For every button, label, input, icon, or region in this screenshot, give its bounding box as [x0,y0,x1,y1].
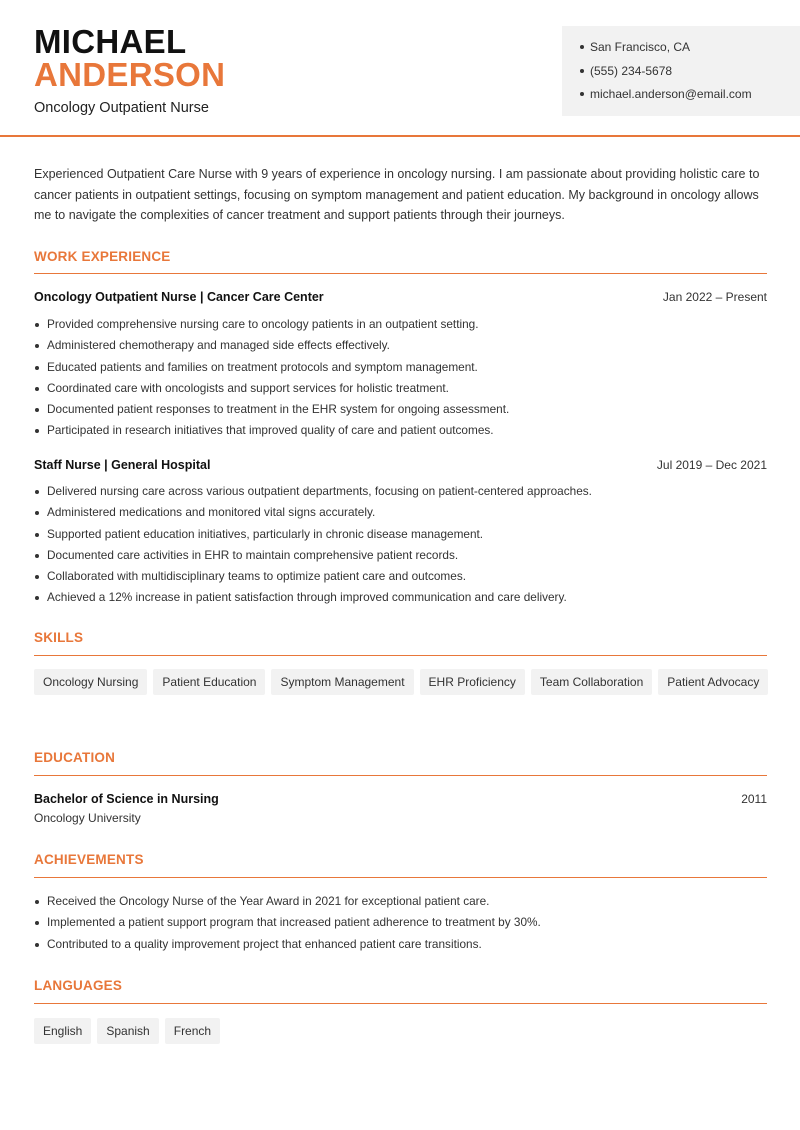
last-name: ANDERSON [34,56,226,93]
section-divider [34,655,767,656]
language-tag: English [34,1018,91,1044]
achievements-list [34,894,767,958]
skill-tag: EHR Proficiency [420,669,525,695]
job-date: Jan 2022 – Present [662,290,767,304]
section-divider [34,1003,767,1004]
contact-email[interactable]: michael.anderson@email.com [580,87,800,111]
list-item: Coordinated care with oncologists and support services for holistic treatment. [34,381,767,402]
list-item: Delivered nursing care across various outpatient departments, focusing on patient-centered approaches. [34,484,767,505]
graduation-year: 2011 [741,792,767,806]
list-item: Contributed to a quality improvement project that enhanced patient care transitions. [34,937,767,958]
contact-location: San Francisco, CA [580,40,800,64]
section-title-education: EDUCATION [34,750,116,765]
section-divider [34,877,767,878]
list-item: Administered chemotherapy and managed side effects effectively. [34,338,767,359]
job-bullets [34,317,767,445]
list-item: Provided comprehensive nursing care to oncology patients in an outpatient setting. [34,317,767,338]
section-divider [34,273,767,274]
list-item: Collaborated with multidisciplinary teams to optimize patient care and outcomes. [34,569,767,590]
languages-list [34,1018,774,1044]
first-name: MICHAEL [34,23,187,60]
list-item: Achieved a 12% increase in patient satisfaction through improved communication and care delivery. [34,590,767,611]
list-item: Received the Oncology Nurse of the Year Award in 2021 for exceptional patient care. [34,894,767,915]
section-title-achievements: ACHIEVEMENTS [34,852,144,867]
skill-tag: Team Collaboration [531,669,652,695]
list-item: Documented patient responses to treatment in the EHR system for ongoing assessment. [34,402,767,423]
skill-tag: Oncology Nursing [34,669,147,695]
language-tag: French [165,1018,220,1044]
section-title-work: WORK EXPERIENCE [34,249,171,264]
job-title: Oncology Outpatient Nurse | Cancer Care Center [34,290,324,304]
list-item: Implemented a patient support program that increased patient adherence to treatment by 30%. [34,915,767,936]
skill-tag: Patient Education [153,669,265,695]
section-title-skills: SKILLS [34,630,84,645]
list-item: Supported patient education initiatives, particularly in chronic disease management. [34,527,767,548]
job-bullets [34,484,767,612]
skill-tag: Patient Advocacy [658,669,768,695]
list-item: Documented care activities in EHR to maintain comprehensive patient records. [34,548,767,569]
section-title-languages: LANGUAGES [34,978,123,993]
list-item: Participated in research initiatives that improved quality of care and patient outcomes. [34,423,767,444]
list-item: Administered medications and monitored vital signs accurately. [34,505,767,526]
resume-header [0,0,800,137]
job-title: Staff Nurse | General Hospital [34,458,211,472]
language-tag: Spanish [97,1018,158,1044]
job-date: Jul 2019 – Dec 2021 [656,458,767,472]
contact-phone: (555) 234-5678 [580,64,800,88]
degree-title: Bachelor of Science in Nursing [34,792,219,806]
school-name: Oncology University [34,811,141,825]
job-role: Oncology Outpatient Nurse [34,100,209,116]
profile-summary: Experienced Outpatient Care Nurse with 9 years of experience in oncology nursing. I am passionate about providing holistic care to cancer patients in outpatient settings, focusing on symptom management and patient education. My background in oncology allows me to navigate the complexities of cancer treatment and support patients through their journeys. [34,167,760,222]
skill-tag: Symptom Management [271,669,413,695]
skills-list [34,669,774,695]
section-divider [34,775,767,776]
list-item: Educated patients and families on treatment protocols and symptom management. [34,360,767,381]
contact-box [562,26,800,116]
